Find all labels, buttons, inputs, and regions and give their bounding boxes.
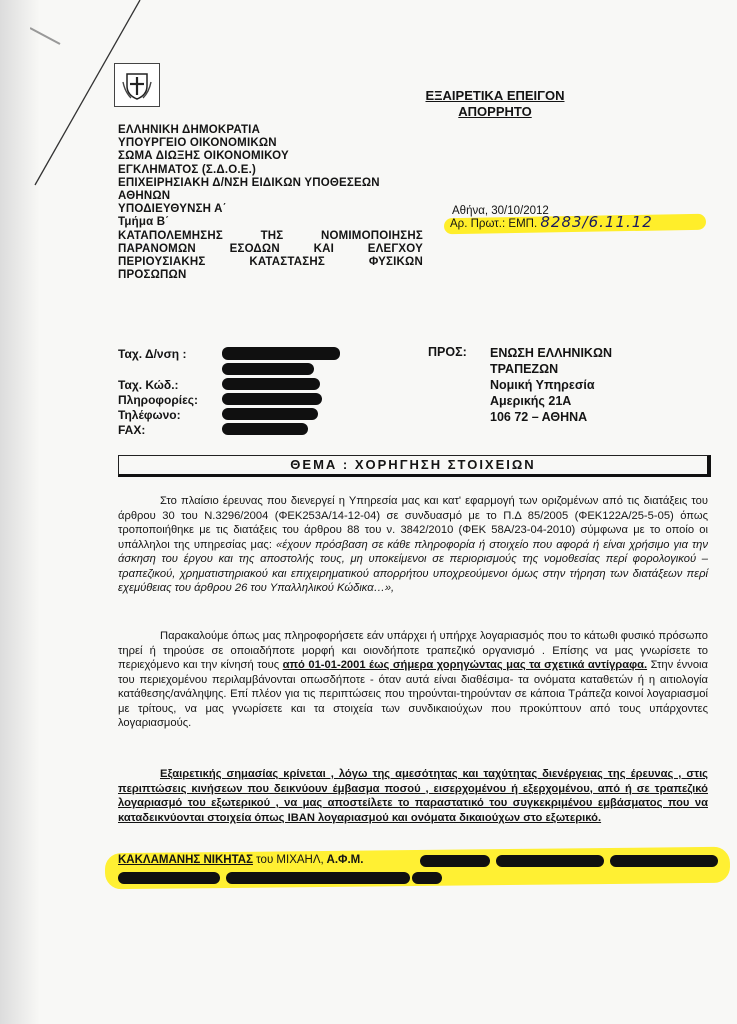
redaction-bar bbox=[118, 872, 220, 884]
redaction-bar bbox=[300, 872, 410, 884]
protocol-label: Αρ. Πρωτ.: ΕΜΠ. bbox=[450, 218, 538, 230]
sender-block bbox=[118, 124, 438, 282]
paragraph-quote: «έχουν πρόσβαση σε κάθε πληροφορία ή στοιχείο που αφορά ή είναι χρήσιμο για την άσκηση του έργου και της αποστολής τους, μη υποκείμενοι σε περιορισμούς της νομοθεσίας περί φορολογικού – τραπεζικού, χρηματιστηριακού και επιχειρηματικού απορρήτου υποχρεούμενοι όμως στην τήρηση των διατάξεων περί εχεμύθειας του άρθρου 26 του Υπαλληλικού Κώδικα…», bbox=[118, 538, 708, 594]
org-line: ΕΠΙΧΕΙΡΗΣΙΑΚΗ Δ/ΝΣΗ ΕΙΔΙΚΩΝ ΥΠΟΘΕΣΕΩΝ bbox=[118, 176, 380, 189]
address-label: Ταχ. Δ/νση : bbox=[118, 347, 187, 361]
redaction-bar bbox=[496, 855, 604, 867]
redaction-bar bbox=[610, 855, 718, 867]
paragraph-request bbox=[118, 629, 708, 731]
org-line: ΥΠΟΔΙΕΥΘΥΝΣΗ Α΄ bbox=[118, 203, 227, 216]
recipient-line: Αμερικής 21Α bbox=[490, 394, 572, 408]
fax-label: FAX: bbox=[118, 423, 146, 437]
org-line: ΣΩΜΑ ΔΙΩΞΗΣ ΟΙΚΟΝΟΜΙΚΟΥ bbox=[118, 150, 289, 163]
dept-row: ΠΡΟΣΩΠΩΝ bbox=[118, 269, 187, 282]
subject-person-line bbox=[118, 854, 363, 866]
paragraph-text: Στην έννοια του περιεχομένου περιλαμβάνονται οπωσδήποτε - όταν αυτά είναι διαθέσιμα- τα ονόματα καταθετών ή η αιτιολογία κατάθεσης/ανάληψης. Επί πλέον για τις περιπτώσεις που τηρούνται-τηρούνταν σε κάποια Τράπεζα κοινοί λογαριασμοί με τρίτους, να μας γνωρίσετε και τα στοιχεία των συνδικαιούχων που προκύπτουν από τους υπάρχοντες λογαριασμούς. bbox=[118, 659, 709, 729]
dept-row bbox=[118, 230, 423, 243]
dept-word: ΝΟΜΙΜΟΠΟΙΗΣΗΣ bbox=[320, 229, 423, 242]
person-father: του ΜΙΧΑΗΛ, bbox=[256, 854, 324, 866]
afm-label: Α.Φ.Μ. bbox=[326, 854, 364, 866]
paragraph-legal-basis bbox=[118, 494, 708, 596]
dept-word: ΠΑΡΑΝΟΜΩΝ bbox=[118, 242, 196, 255]
redaction-bar bbox=[222, 363, 314, 375]
classification-secret: ΑΠΟΡΡΗΤΟ bbox=[458, 104, 532, 119]
dept-word: ΦΥΣΙΚΩΝ bbox=[368, 256, 423, 269]
dept-word: ΚΑΤΑΠΟΛΕΜΗΣΗΣ bbox=[118, 229, 224, 242]
info-label: Πληροφορίες: bbox=[118, 393, 199, 407]
phone-label: Τηλέφωνο: bbox=[118, 408, 181, 422]
redaction-bar bbox=[412, 872, 442, 884]
redaction-bar bbox=[222, 408, 318, 420]
paragraph-emphasis: από 01-01-2001 έως σήμερα χορηγώντας μας τα σχετικά αντίγραφα. bbox=[282, 659, 648, 671]
dept-word: ΤΗΣ bbox=[260, 229, 284, 242]
document-date: Αθήνα, 30/10/2012 bbox=[452, 205, 549, 217]
greek-coat-of-arms-icon bbox=[114, 63, 160, 107]
redaction-bar bbox=[222, 423, 308, 435]
org-line: ΕΓΚΛΗΜΑΤΟΣ (Σ.Δ.Ο.Ε.) bbox=[118, 163, 257, 176]
dept-row bbox=[118, 256, 423, 269]
recipient-address bbox=[490, 345, 660, 425]
recipient-line: ΤΡΑΠΕΖΩΝ bbox=[490, 362, 559, 376]
protocol-number bbox=[450, 214, 653, 232]
recipient-label: ΠΡΟΣ: bbox=[428, 345, 467, 359]
paragraph-text: Παρακαλούμε όπως μας πληροφορήσετε εάν υπάρχει ή υπήρχε λογαριασμός που το κάτωθι φυσικό πρόσωπο τηρεί ή τηρούσε σε οποιαδήποτε μορφή και οιονδήποτε τραπεζικό οργανισμό . Επίσης να μας γνωρίσετε το περιεχόμενο και την κίνησή τους bbox=[118, 630, 708, 671]
org-line: ΑΘΗΝΩΝ bbox=[118, 190, 171, 203]
person-name: ΚΑΚΛΑΜΑΝΗΣ ΝΙΚΗΤΑΣ bbox=[118, 854, 253, 866]
recipient-line: 106 72 – ΑΘΗΝΑ bbox=[490, 410, 588, 424]
org-line: ΕΛΛΗΝΙΚΗ ΔΗΜΟΚΡΑΤΙΑ bbox=[118, 124, 261, 136]
redaction-bar bbox=[420, 855, 490, 867]
classification-urgent: ΕΞΑΙΡΕΤΙΚΑ ΕΠΕΙΓΟΝ bbox=[425, 88, 565, 103]
redaction-bar bbox=[222, 347, 340, 360]
protocol-handwritten: 8283/6.11.12 bbox=[540, 213, 653, 231]
recipient-line: Νομική Υπηρεσία bbox=[490, 378, 595, 392]
dept-word: ΠΕΡΙΟΥΣΙΑΚΗΣ bbox=[118, 256, 206, 269]
paragraph-text: Στο πλαίσιο έρευνας που διενεργεί η Υπηρεσία μας και κατ' εφαρμογή των οριζομένων από τις διατάξεις του άρθρου 30 του Ν.3296/2004 (ΦΕΚ253Α/14-12-04) σε συνδυασμό με το Π.Δ 85/2005 (ΦΕΚ122Α/25-5-05) όπως τροποποιήθηκε με τις διατάξεις του άρθρου 88 του ν. 3842/2010 (ΦΕΚ 58Α/23-04-2010) σύμφωνα με το οποίο οι υπάλληλοι της υπηρεσίας μας: bbox=[118, 495, 708, 551]
dept-word: ΚΑΤΑΣΤΑΣΗΣ bbox=[249, 256, 325, 269]
dept-word: ΕΛΕΓΧΟΥ bbox=[367, 242, 423, 255]
dept-row bbox=[118, 243, 423, 256]
dept-word: ΚΑΙ bbox=[313, 242, 334, 255]
redaction-bar bbox=[222, 378, 320, 390]
subject-box: ΘΕΜΑ : ΧΟΡΗΓΗΣΗ ΣΤΟΙΧΕΙΩΝ bbox=[118, 455, 711, 477]
org-line: Τμήμα Β΄ bbox=[118, 216, 170, 229]
classification-stamp bbox=[418, 88, 572, 120]
postcode-label: Ταχ. Κώδ.: bbox=[118, 378, 179, 392]
paragraph-priority: Εξαιρετικής σημασίας κρίνεται , λόγω της αμεσότητας και ταχύτητας διενέργειας της έρευνας , στις περιπτώσεις κινήσεων που δεικνύουν έμβασμα ποσού , εισερχομένου ή εξερχομένου, από ή σε τραπεζικό λογαριασμό του εξωτερικού , να μας αποστείλετε το παραστατικό του συγκεκριμένου εμβάσματος που να καταδεικνύονται στοιχεία όπως IBAN λογαριασμού και ονόματα δικαιούχων στο εξωτερικό. bbox=[118, 768, 708, 824]
org-line: ΥΠΟΥΡΓΕΙΟ ΟΙΚΟΝΟΜΙΚΩΝ bbox=[118, 137, 277, 150]
redaction-bar bbox=[222, 393, 322, 405]
dept-word: ΕΣΟΔΩΝ bbox=[229, 242, 280, 255]
recipient-line: ΕΝΩΣΗ ΕΛΛΗΝΙΚΩΝ bbox=[490, 346, 613, 360]
